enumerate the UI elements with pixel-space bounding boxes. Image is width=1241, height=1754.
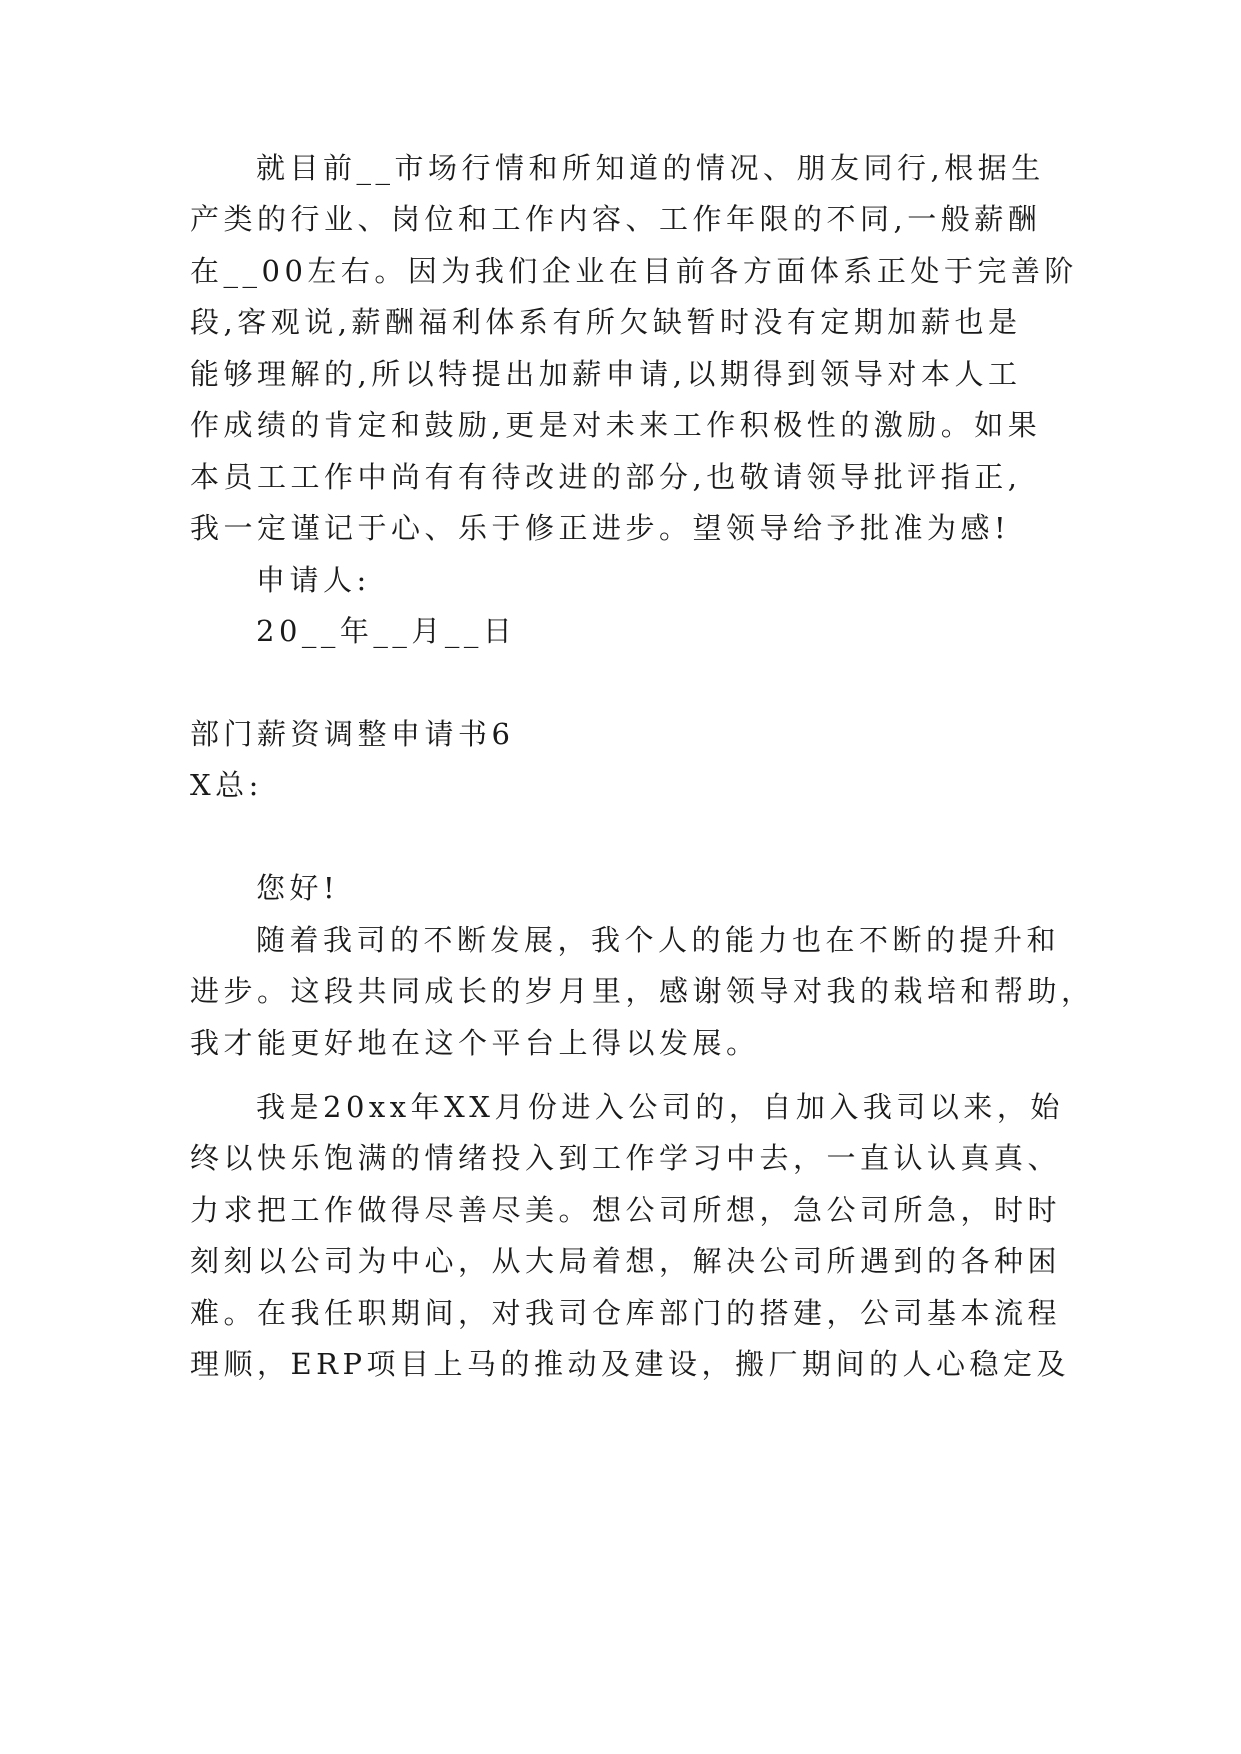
paragraph-line: 终以快乐饱满的情绪投入到工作学习中去，一直认认真真、 — [190, 1141, 1062, 1175]
date-line: 20__年__月__日 — [256, 614, 517, 648]
paragraph-line: 理顺，ERP项目上马的推动及建设，搬厂期间的人心稳定及 — [190, 1347, 1071, 1381]
greeting: 您好! — [256, 871, 340, 905]
paragraph-line: 在__00左右。因为我们企业在目前各方面体系正处于完善阶 — [190, 254, 1078, 288]
paragraph-line: 产类的行业、岗位和工作内容、工作年限的不同,一般薪酬 — [190, 202, 1042, 236]
paragraph-line: 作成绩的肯定和鼓励,更是对未来工作积极性的激励。如果 — [190, 408, 1042, 442]
paragraph-line: 我才能更好地在这个平台上得以发展。 — [190, 1026, 760, 1060]
paragraph-line: 本员工工作中尚有有待改进的部分,也敬请领导批评指正, — [190, 460, 1022, 494]
paragraph-line: 我是20xx年XX月份进入公司的，自加入我司以来，始 — [256, 1090, 1064, 1124]
paragraph-line: 难。在我任职期间，对我司仓库部门的搭建，公司基本流程 — [190, 1296, 1062, 1330]
paragraph-line: 刻刻以公司为中心，从大局着想，解决公司所遇到的各种困 — [190, 1244, 1062, 1278]
paragraph-line: 随着我司的不断发展，我个人的能力也在不断的提升和 — [256, 923, 1061, 957]
paragraph-line: 进步。这段共同成长的岁月里，感谢领导对我的栽培和帮助， — [190, 974, 1095, 1008]
applicant-label: 申请人: — [256, 563, 371, 597]
paragraph-line: 段,客观说,薪酬福利体系有所欠缺暂时没有定期加薪也是 — [190, 305, 1022, 339]
salutation: X总: — [190, 768, 263, 802]
paragraph-line: 就目前__市场行情和所知道的情况、朋友同行,根据生 — [256, 151, 1045, 185]
paragraph-line: 我一定谨记于心、乐于修正进步。望领导给予批准为感! — [190, 511, 1011, 545]
paragraph-line: 力求把工作做得尽善尽美。想公司所想，急公司所急，时时 — [190, 1193, 1062, 1227]
section-heading: 部门薪资调整申请书6 — [190, 717, 515, 751]
paragraph-line: 能够理解的,所以特提出加薪申请,以期得到领导对本人工 — [190, 357, 1022, 391]
